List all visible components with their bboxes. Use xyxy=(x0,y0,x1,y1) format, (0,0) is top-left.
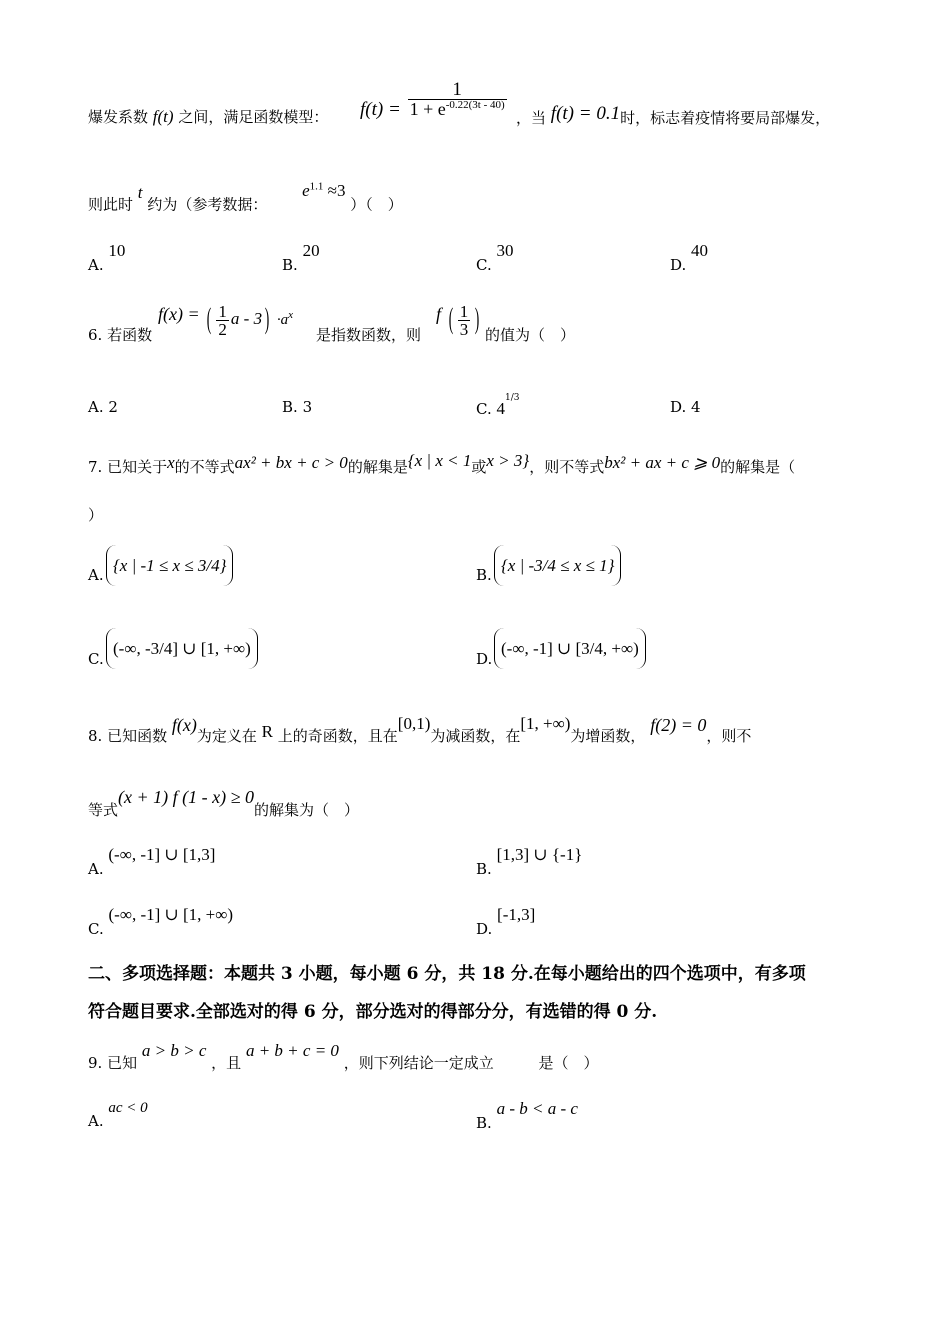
option-value: [-1,3] xyxy=(497,905,536,924)
q7-set2: x > 3} xyxy=(486,451,530,470)
q5-option-a[interactable] xyxy=(88,241,126,274)
q9-tail: 是（ ） xyxy=(538,1054,599,1072)
q6-f-arg: f ( $\frac{1}{3}$ ) xyxy=(436,301,480,339)
option-value: a - b < a - c xyxy=(496,1099,578,1118)
option-value: 30 xyxy=(496,241,514,260)
q7-mid3: ，则不等式 xyxy=(529,458,605,476)
q8-int2: [1, +∞) xyxy=(520,714,571,733)
q8-suffix: ，则不 xyxy=(706,727,752,745)
section2-heading-line1: 二、多项选择题：本题共 3 小题，每小题 6 分，共 18 分.在每小题给出的四个选项中，有多项 xyxy=(88,964,806,984)
q7-line1 xyxy=(88,451,796,476)
q5-line2 xyxy=(88,180,403,214)
q8-R: R xyxy=(261,722,273,741)
q8-mid3: 为减函数，在 xyxy=(430,727,521,745)
q6-ax-exp: x xyxy=(288,309,293,321)
q7-suffix: 的解集是（ xyxy=(720,458,796,476)
section2-heading-line2: 符合题目要求.全部选对的得 6 分，部分选对的得部分分，有选错的得 0 分. xyxy=(88,1002,658,1022)
q6-f-frac xyxy=(458,303,471,338)
q8-option-a[interactable] xyxy=(88,845,216,878)
option-value: (-∞, -3/4] ∪ [1, +∞) xyxy=(106,628,258,669)
q9-cond2: a + b + c = 0 xyxy=(245,1041,339,1060)
q7-option-b[interactable] xyxy=(476,568,492,583)
q5-line1-b xyxy=(516,103,831,127)
q6-fx: f(x) = xyxy=(158,304,200,324)
option-label: B. xyxy=(476,566,492,584)
q9-suffix: ，则下列结论一定成立 xyxy=(343,1054,494,1072)
q6-suffix-text: 的值为（ ） xyxy=(485,326,576,344)
q6-f: f xyxy=(436,304,442,324)
q7-prefix: 7. 已知关于 xyxy=(88,458,168,476)
option-value: {x | -1 ≤ x ≤ 3/4} xyxy=(106,545,233,586)
q5-ft: f(t) xyxy=(152,107,174,126)
q5-ref-exp: 1.1 xyxy=(309,180,324,192)
q8-line2 xyxy=(88,787,360,819)
q5-model-den-base: 1 + e xyxy=(409,99,446,119)
q5-ref xyxy=(302,181,345,200)
q8-mid4: 为增函数， xyxy=(570,727,646,745)
q6-formula: f(x) = ( $\frac{1}{2}$ $a - 3) \cdot a^x$ xyxy=(158,301,293,339)
q5-model xyxy=(360,80,509,118)
q7-mid2: 的解集是 xyxy=(347,458,408,476)
q5-line2-t: t xyxy=(137,182,143,202)
option-value: 10 xyxy=(108,241,126,260)
option-label: D. xyxy=(476,650,493,668)
q6-mid xyxy=(316,328,421,343)
q5-line2-b: 约为（参考数据： xyxy=(147,195,268,214)
option-label: A. xyxy=(88,398,104,416)
option-label: C. xyxy=(88,650,104,668)
q5-model-lhs: f(t) = xyxy=(360,99,401,120)
q5-line2-c: ）（ ） xyxy=(350,195,403,214)
option-label: A. xyxy=(88,860,104,878)
q5-line2-a: 则此时 xyxy=(88,195,134,214)
q8-mid1: 为定义在 xyxy=(196,727,257,745)
q5-option-d[interactable] xyxy=(670,241,709,274)
q5-line1 xyxy=(88,108,328,125)
option-label: A. xyxy=(88,566,104,584)
q9-stem xyxy=(88,1041,599,1072)
q9-option-a[interactable] xyxy=(88,1100,148,1130)
option-value: (-∞, -1] ∪ [1,3] xyxy=(108,845,216,864)
q6-mid-text: 是指数函数，则 xyxy=(316,326,422,344)
q7-line2 xyxy=(88,508,103,523)
q7-x: x xyxy=(167,453,175,472)
q6-frac xyxy=(216,303,229,338)
q5-ref-val: ≈3 xyxy=(327,180,346,200)
q8-option-c[interactable] xyxy=(88,905,234,938)
q5-when: ，当 xyxy=(516,109,547,127)
option-label: A. xyxy=(88,1112,104,1130)
option-value: {x | -3/4 ≤ x ≤ 1} xyxy=(494,545,621,586)
q7-option-d-expr xyxy=(494,628,646,674)
q9-prefix: 9. 已知 xyxy=(88,1054,138,1072)
option-label: C. xyxy=(476,256,492,274)
q5-model-fraction xyxy=(408,80,507,118)
q7-or: 或 xyxy=(471,458,487,476)
option-value: 2 xyxy=(108,398,118,416)
option-value: 20 xyxy=(302,241,320,260)
q6-option-b[interactable] xyxy=(282,400,312,415)
q5-between: 之间，满足函数模型： xyxy=(178,108,329,126)
q8-prefix: 8. 已知函数 xyxy=(88,727,168,745)
q7-ineq1: ax² + bx + c > 0 xyxy=(234,453,348,472)
option-label: B. xyxy=(476,1114,492,1132)
q8-option-d[interactable] xyxy=(476,905,536,938)
q7-mid1: 的不等式 xyxy=(174,458,235,476)
q5-tail: 时，标志着疫情将要局部爆发， xyxy=(620,109,831,127)
option-label: B. xyxy=(282,256,298,274)
q6-f-num: 1 xyxy=(459,301,469,321)
q5-intro: 爆发系数 xyxy=(88,108,149,126)
q6-a3: a - 3 xyxy=(230,309,263,328)
q8-line1 xyxy=(88,714,752,745)
option-exp: 1/3 xyxy=(505,393,520,403)
q6-suffix xyxy=(485,328,575,343)
option-label: B. xyxy=(476,860,492,878)
q6-ax xyxy=(276,309,293,328)
q5-cond: f(t) = 0.1 xyxy=(550,103,621,124)
q9-cond1: a > b > c xyxy=(141,1041,207,1060)
q6-prefix: 6. 若函数 xyxy=(88,326,153,344)
q8-line2-b: 的解集为（ ） xyxy=(254,801,360,819)
q6-option-d[interactable] xyxy=(670,400,701,415)
option-value: 4 xyxy=(496,399,505,418)
q5-ref-base: e xyxy=(302,180,310,200)
q8-option-b[interactable] xyxy=(476,845,583,878)
option-value: 3 xyxy=(302,398,313,416)
option-value: 4 xyxy=(691,398,701,416)
q7-close: ） xyxy=(88,506,104,524)
q6-stem xyxy=(88,328,152,343)
q8-line2-a: 等式 xyxy=(88,801,119,819)
q5-model-num: 1 xyxy=(408,80,507,100)
q6-num: 1 xyxy=(218,301,227,321)
q7-option-b-expr xyxy=(494,545,621,591)
option-value: 40 xyxy=(691,241,709,260)
q6-f-den: 3 xyxy=(459,319,469,339)
option-value: (-∞, -1] ∪ [1, +∞) xyxy=(108,905,234,924)
option-label: C. xyxy=(88,920,104,938)
q7-ineq2: bx² + ax + c ⩾ 0 xyxy=(604,453,721,472)
option-label: D. xyxy=(670,398,687,416)
q8-fx: f(x) xyxy=(171,715,197,735)
option-value: [1,3] ∪ {-1} xyxy=(496,845,583,864)
q9-mid: ，且 xyxy=(211,1054,242,1072)
option-label: D. xyxy=(670,256,687,274)
q8-f2: f(2) = 0 xyxy=(650,715,707,735)
q7-option-d[interactable] xyxy=(476,652,492,667)
option-value: (-∞, -1] ∪ [3/4, +∞) xyxy=(494,628,646,669)
q6-ax-base: ·a xyxy=(276,312,289,328)
q7-option-c-expr xyxy=(106,628,258,674)
q8-mid2: 上的奇函数，且在 xyxy=(277,727,398,745)
q8-int1: [0,1) xyxy=(397,714,431,733)
q7-option-a-expr xyxy=(106,545,233,591)
q8-ineq: (x + 1) f (1 - x) ≥ 0 xyxy=(118,787,254,807)
q7-option-a[interactable] xyxy=(88,568,104,583)
q9-option-b[interactable] xyxy=(476,1099,578,1132)
q6-option-c[interactable] xyxy=(476,393,520,418)
q7-set1: {x | x < 1 xyxy=(407,451,472,470)
option-label: C. xyxy=(476,400,492,418)
q5-option-b[interactable] xyxy=(282,241,320,274)
q6-option-a[interactable] xyxy=(88,400,118,415)
option-label: A. xyxy=(88,256,104,274)
option-label: D. xyxy=(476,920,493,938)
option-value: ac < 0 xyxy=(108,1100,148,1116)
q5-option-c[interactable] xyxy=(476,241,514,274)
q5-model-den-exp: -0.22(3t - 40) xyxy=(445,99,505,111)
option-label: B. xyxy=(282,398,298,416)
q7-option-c[interactable] xyxy=(88,652,104,667)
q6-den: 2 xyxy=(218,319,227,339)
